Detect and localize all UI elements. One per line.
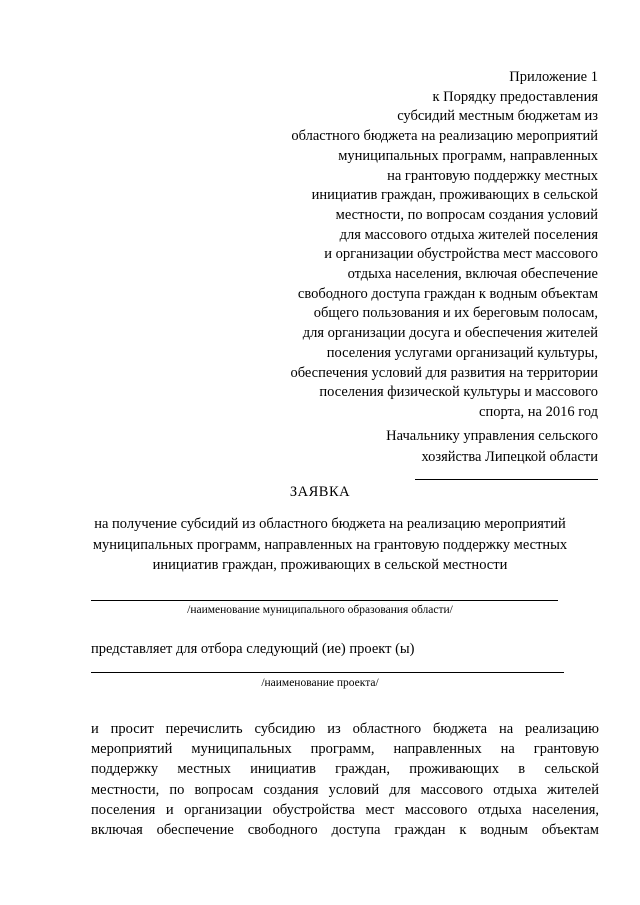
municipality-caption: /наименование муниципального образования области/ bbox=[187, 604, 453, 616]
subtitle-line: муниципальных программ, направленных на грантовую поддержку местных bbox=[92, 536, 568, 553]
appendix-line: общего пользования и их береговым полосам, bbox=[313, 305, 598, 322]
appendix-line: на грантовую поддержку местных bbox=[387, 167, 598, 184]
appendix-line: муниципальных программ, направленных bbox=[338, 147, 598, 164]
addressee-signature-line bbox=[415, 479, 598, 480]
addressee-line: хозяйства Липецкой области bbox=[421, 449, 598, 465]
appendix-line: обеспечения условий для развития на территории bbox=[290, 364, 598, 381]
appendix-line: поселения физической культуры и массового bbox=[319, 384, 598, 401]
project-statement: представляет для отбора следующий (ие) проект (ы) bbox=[91, 641, 415, 657]
appendix-line: отдыха населения, включая обеспечение bbox=[347, 266, 598, 283]
appendix-line: местности, по вопросам создания условий bbox=[335, 206, 598, 223]
appendix-line: инициатив граждан, проживающих в сельской bbox=[311, 187, 598, 204]
appendix-line: для организации досуга и обеспечения жителей bbox=[302, 325, 598, 342]
paragraph-line: включая обеспечение свободного доступа граждан к водным объектам bbox=[91, 822, 599, 839]
appendix-line: и организации обустройства мест массового bbox=[324, 246, 598, 263]
appendix-line: поселения услугами организаций культуры, bbox=[326, 344, 598, 361]
addressee-line: Начальнику управления сельского bbox=[386, 428, 598, 444]
appendix-line: для массового отдыха жителей поселения bbox=[339, 226, 598, 243]
paragraph-line: мероприятий муниципальных программ, направленных на грантовую bbox=[91, 741, 599, 758]
request-paragraph bbox=[91, 719, 599, 840]
appendix-line: областного бюджета на реализацию мероприятий bbox=[291, 128, 598, 145]
appendix-line: субсидий местным бюджетам из bbox=[397, 108, 598, 125]
subtitle-line: инициатив граждан, проживающих в сельской местности bbox=[152, 557, 508, 573]
paragraph-line: поддержку местных инициатив граждан, проживающих в сельской bbox=[91, 761, 599, 778]
project-caption: /наименование проекта/ bbox=[261, 677, 379, 689]
paragraph-line: поселения и организации обустройства мест массового отдыха населения, bbox=[91, 801, 599, 818]
addressee-block bbox=[298, 426, 598, 468]
appendix-line: спорта, на 2016 год bbox=[479, 403, 598, 420]
appendix-line: к Порядку предоставления bbox=[432, 88, 598, 105]
municipality-fill-line bbox=[91, 600, 558, 601]
subtitle-line: на получение субсидий из областного бюджета на реализацию мероприятий bbox=[94, 516, 566, 532]
appendix-line: Приложение 1 bbox=[509, 69, 598, 85]
appendix-line: свободного доступа граждан к водным объектам bbox=[297, 285, 598, 302]
paragraph-line: местности, по вопросам создания условий для массового отдыха жителей bbox=[91, 781, 599, 798]
document-title: ЗАЯВКА bbox=[289, 484, 351, 500]
paragraph-line: и просит перечислить субсидию из областного бюджета на реализацию bbox=[91, 721, 599, 737]
project-fill-line bbox=[91, 672, 564, 673]
document-subtitle bbox=[60, 514, 600, 576]
appendix-header bbox=[258, 68, 598, 423]
